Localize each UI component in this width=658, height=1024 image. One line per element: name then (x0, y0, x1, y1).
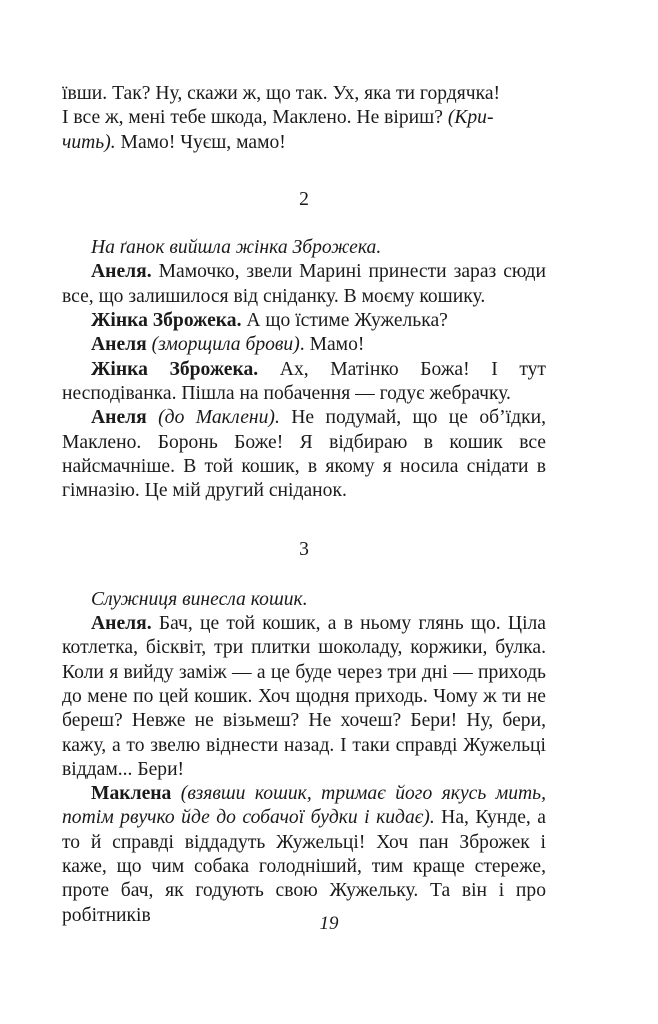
scene-number-2: 2 (299, 188, 309, 210)
dialogue-line (62, 309, 546, 333)
stage-remark: (до Маклени). (146, 407, 280, 429)
speaker-name: Анеля (91, 334, 147, 356)
dialogue-line (62, 612, 546, 782)
speech-text: Мамочко, звели Марині принести зараз сюди все, що залишилося від сніданку. В моєму кошику. (62, 261, 546, 307)
dialogue-line (62, 782, 546, 928)
intro-line-3: Мамо! Чуєш, мамо! (115, 131, 286, 153)
speaker-name: Жінка Зброжека. (91, 310, 242, 332)
dialogue-line (62, 260, 546, 309)
scene-number-3: 3 (299, 539, 309, 561)
speaker-name: Жінка Зброжека. (91, 358, 259, 380)
speech-text: А що їстиме Жужелька? (241, 310, 448, 332)
stage-direction: На ґанок вийшла жінка Зброжека. (91, 237, 382, 259)
speaker-name: Анеля. (91, 261, 152, 283)
speech-text: На, Кунде, а то й справді віддадуть Жужельці! Хоч пан Зброжек і каже, що чим собака голодніший, тим краще стереже, проте бач, як годують свою Жужельку. Та він і про робітників (62, 807, 546, 926)
dialogue-line (62, 406, 546, 503)
speaker-name: Маклена (91, 783, 172, 805)
dialogue-line (62, 358, 546, 407)
dialogue-line (62, 333, 546, 357)
intro-line-2: І все ж, мені тебе шкода, Маклено. Не віриш? (62, 107, 448, 129)
page-body (62, 82, 546, 928)
speaker-name: Анеля (91, 407, 147, 429)
intro-paragraph (62, 82, 546, 155)
page-number: 19 (319, 913, 339, 934)
speech-text: . Мамо! (299, 334, 365, 356)
intro-stage-direction-start: (Кри- (447, 107, 494, 129)
speaker-name: Анеля. (91, 613, 152, 635)
stage-remark: (зморщила брови) (146, 334, 300, 356)
stage-remark: (взявши кошик, тримає його якусь мить, потім рвучко йде до собачої будки і кидає). (62, 783, 546, 829)
intro-line-1: ївши. Так? Ну, скажи ж, що так. Ух, яка ти гордячка! (62, 83, 501, 104)
intro-stage-direction-end: чить). (62, 131, 116, 153)
speech-text: Бач, це той кошик, а в ньому глянь що. Ціла котлетка, бісквіт, три плитки шоколаду, коржики, булка. Коли я вийду заміж — а це буде через три дні — приходь до мене по цей кошик. Хоч щодня приходь. Чому ж ти не береш? Невже не візьмеш? Не хочеш? Бери! Ну, бери, кажу, а то звелю віднести назад. І таки справді Жужельці віддам... Бери! (62, 613, 546, 780)
speech-text: Ах, Матінко Божа! І тут несподіванка. Пішла на побачення — годує жебрачку. (62, 358, 546, 404)
stage-direction: Служниця винесла кошик. (91, 588, 308, 610)
speech-text: Не подумай, що це об’їдки, Маклено. Боронь Боже! Я відбираю в кошик все найсмачніше. В той кошик, в якому я носила снідати в гімназію. Це мій другий сніданок. (62, 407, 546, 502)
